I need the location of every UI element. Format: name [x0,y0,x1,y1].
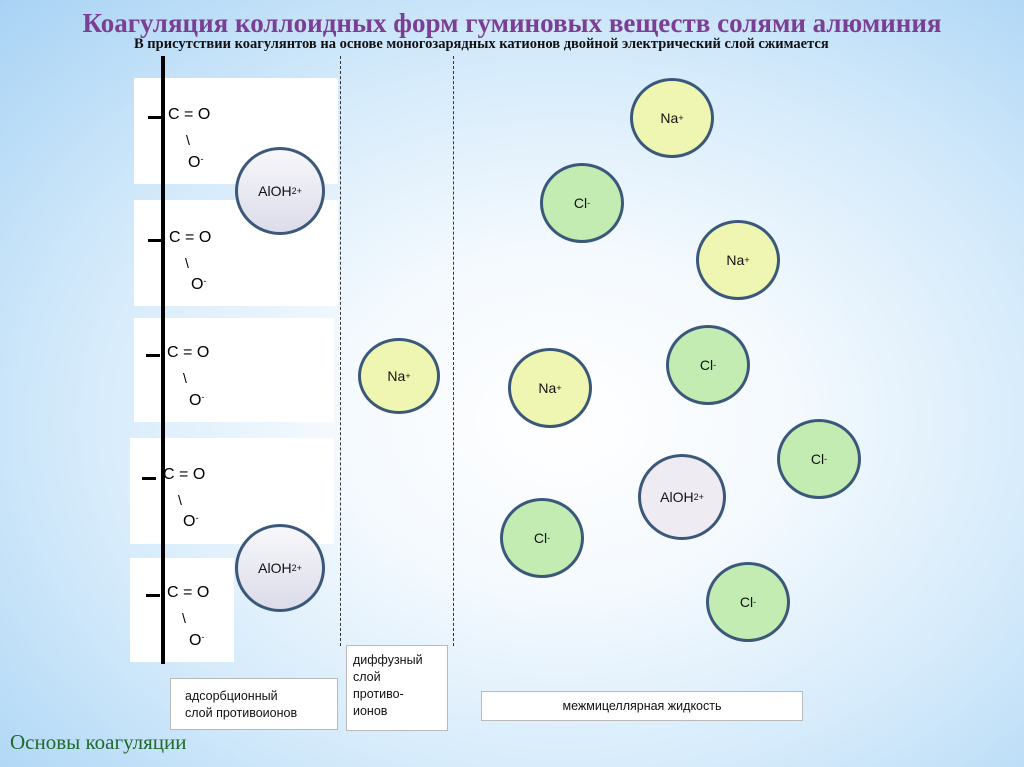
aloh-ion: AlOH 2+ [638,454,726,540]
na-ion: Na + [358,338,440,414]
slide-subtitle: В присутствии коагулянтов на основе моногозарядных катионов двойной электрический слой сжимается [134,36,829,52]
cl-ion: Cl - [500,498,584,578]
adsorption-layer-boundary [340,56,341,646]
slide-title: Коагуляция коллоидных форм гуминовых веществ солями алюминия [82,8,942,38]
diffuse-layer-label: диффузный слой противо- ионов [346,645,448,731]
cl-ion: Cl - [706,562,790,642]
na-ion: Na + [696,220,780,300]
diffuse-layer-boundary [453,56,454,646]
cl-ion: Cl - [666,325,750,405]
particle-surface-line [161,56,165,664]
cl-ion: Cl - [777,419,861,499]
na-ion: Na + [508,348,592,428]
cl-ion: Cl - [540,163,624,243]
adsorption-layer-label: адсорбционный слой противоионов [170,678,338,730]
na-ion: Na + [630,78,714,158]
aloh-ion: AlOH 2+ [235,147,325,235]
intermicellar-liquid-label: межмицеллярная жидкость [481,691,803,721]
footer-caption: Основы коагуляции [10,730,187,754]
aloh-ion: AlOH 2+ [235,524,325,612]
